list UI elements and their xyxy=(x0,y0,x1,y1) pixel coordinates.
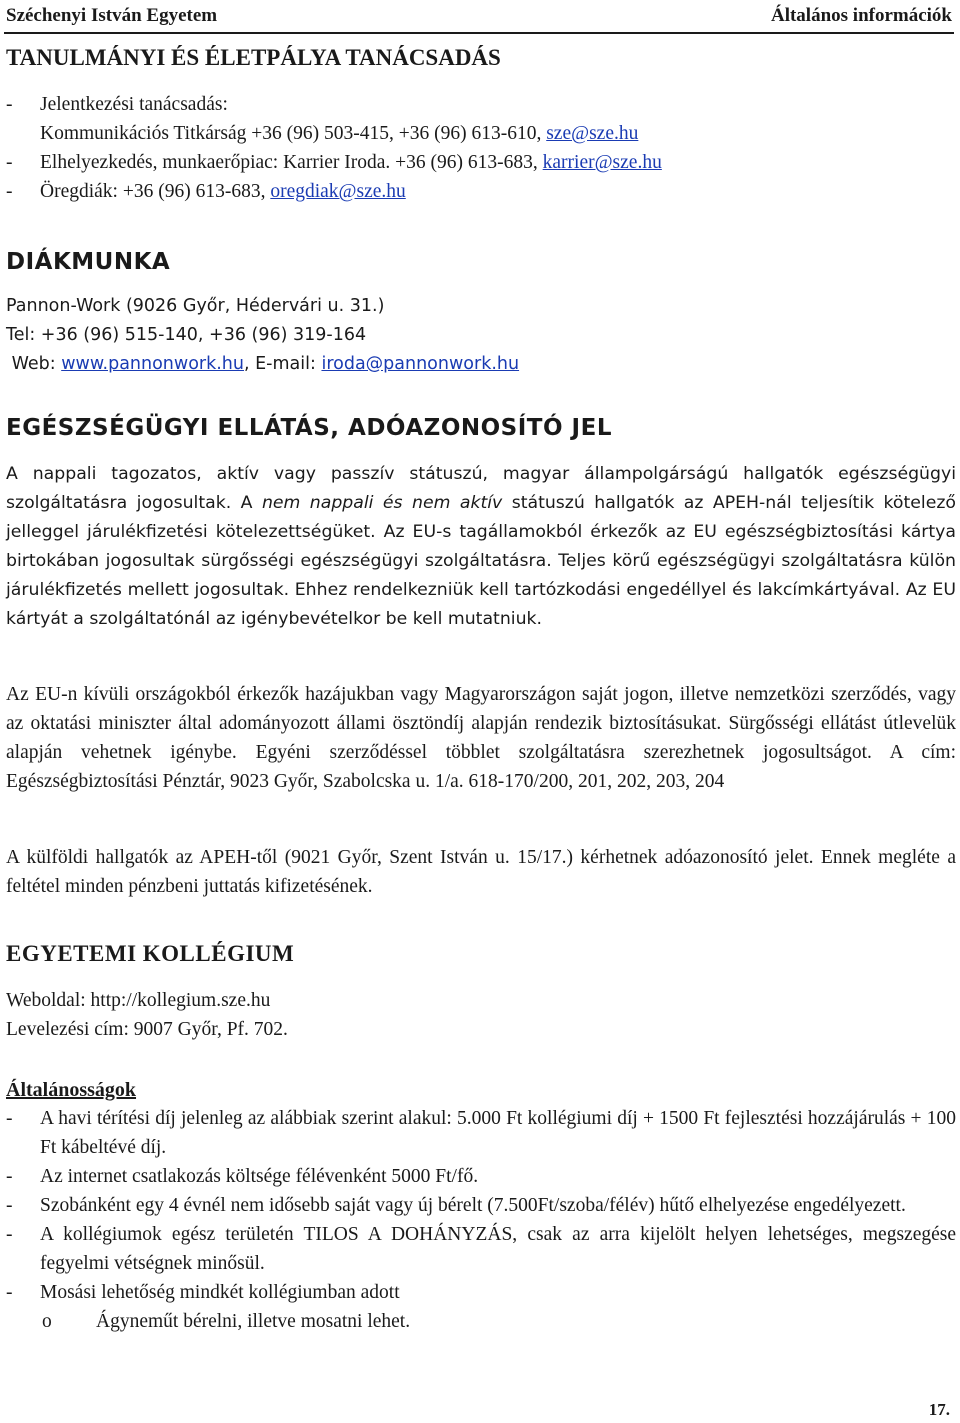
list-item-text: Öregdiák: +36 (96) 613-683, xyxy=(40,181,271,202)
dash-marker: - xyxy=(6,94,13,115)
diakmunka-section xyxy=(6,248,956,276)
list-item-text: A kollégiumok egész területén TILOS A DOHÁNYZÁS, csak az arra kijelölt helyen lehetséges, megszegése fegyelmi vétségnek minősül. xyxy=(40,1224,956,1274)
diakmunka-body xyxy=(6,292,956,379)
paragraph xyxy=(6,460,956,634)
altalanossagok-section xyxy=(6,1076,956,1104)
list-item xyxy=(6,1278,956,1307)
section-label: Általános információk xyxy=(770,5,952,26)
italic-text: nem nappali és nem aktív xyxy=(261,493,503,513)
list-item-text: Mosási lehetőség mindkét kollégiumban adott xyxy=(40,1282,400,1303)
list-item-text: Elhelyezkedés, munkaerőpiac: Karrier Iroda. +36 (96) 613-683, xyxy=(40,152,543,173)
dash-marker: - xyxy=(6,1195,13,1216)
list-item xyxy=(6,1220,956,1278)
list-item xyxy=(6,177,956,206)
header-rule xyxy=(4,32,954,34)
website-line: Weboldal: http://kollegium.sze.hu xyxy=(6,990,271,1011)
egeszsegugy-section xyxy=(6,414,956,442)
list-item xyxy=(6,1162,956,1191)
list-item-text: Az internet csatlakozás költsége félévenként 5000 Ft/fő. xyxy=(40,1166,479,1187)
sub-list-item xyxy=(6,1307,956,1336)
list-item-text: Kommunikációs Titkárság +36 (96) 503-415, +36 (96) 613-610, xyxy=(40,123,547,144)
kollegium-title: EGYETEMI KOLLÉGIUM xyxy=(6,941,295,966)
dash-marker: - xyxy=(6,1282,13,1303)
list-item-contact xyxy=(40,119,956,148)
altalanossagok-list xyxy=(6,1104,956,1336)
mailing-address-line: Levelezési cím: 9007 Győr, Pf. 702. xyxy=(6,1019,288,1040)
tanacsadas-section xyxy=(6,44,956,72)
dash-marker: - xyxy=(6,1224,13,1245)
web-label: Web: xyxy=(6,354,62,374)
paragraph-text: A nappali tagozatos, aktív vagy passzív státuszú, magyar állampolgárságú hallgatók egészségügyi szolgáltatásra jogosultak. A xyxy=(6,464,956,513)
list-item-text: Jelentkezési tanácsadás: xyxy=(40,94,228,115)
list-item-text: Szobánként egy 4 évnél nem idősebb saját vagy új bérelt (7.500Ft/szoba/félév) hűtő elhelyezése engedélyezett. xyxy=(40,1195,906,1216)
egeszsegugy-body xyxy=(6,460,956,634)
egeszsegugy-body-3 xyxy=(6,843,956,901)
tanacsadas-title: TANULMÁNYI ÉS ÉLETPÁLYA TANÁCSADÁS xyxy=(6,45,501,70)
diakmunka-title: DIÁKMUNKA xyxy=(6,249,171,275)
list-item-text: A havi térítési díj jelenleg az alábbiak szerint alakul: 5.000 Ft kollégiumi díj + 1500 Ft fejlesztési hozzájárulás + 100 Ft kábeltévé díj. xyxy=(40,1108,956,1158)
egeszsegugy-title: EGÉSZSÉGÜGYI ELLÁTÁS, ADÓAZONOSÍTÓ JEL xyxy=(6,415,612,441)
university-name: Széchenyi István Egyetem xyxy=(6,5,218,26)
kollegium-body xyxy=(6,986,956,1044)
altalanossagok-title: Általánosságok xyxy=(6,1079,137,1101)
list-item xyxy=(6,1191,956,1220)
paragraph-text: státuszú hallgatók az APEH-nál teljesítik kötelező jelleggel járulékfizetési kötelezettségüket. Az EU-s tagállamokból érkezők az EU egészségbiztosítási kártya birtokában jogosultak sürgősségi egészségügyi szolgáltatásra. Teljes körű egészségügyi szolgáltatásra külön járulékfizetés mellett jogosultak. Ehhez rendelkezniük kell tartózkodási engedéllyel és lakcímkártyával. Az EU kártyát a szolgáltatónál az igénybevételkor be kell mutatniuk. xyxy=(6,493,956,629)
sub-list-item-text: Ágyneműt bérelni, illetve mosatni lehet. xyxy=(96,1311,411,1332)
list-item xyxy=(6,90,956,148)
dash-marker: - xyxy=(6,1108,13,1129)
email-link[interactable]: iroda@pannonwork.hu xyxy=(321,354,520,374)
page-number: 17. xyxy=(928,1400,950,1419)
tanacsadas-list xyxy=(6,90,956,206)
paragraph: Az EU-n kívüli országokból érkezők hazájukban vagy Magyarországon saját jogon, illetve nemzetközi szerződés, vagy az oktatási miniszter által adományozott állami ösztöndíj alapján rendezik biztosításukat. Sürgősségi ellátást útlevelük alapján vehetnek igénybe. Egyéni szerződéssel többlet szolgáltatásra szerezhetnek jogosultságot. A cím: Egészségbiztosítási Pénztár, 9023 Győr, Szabolcska u. 1/a. 618-170/200, 201, 202, 203, 204 xyxy=(6,684,956,792)
email-link[interactable]: karrier@sze.hu xyxy=(542,152,662,173)
egeszsegugy-body-2 xyxy=(6,680,956,796)
list-item xyxy=(6,1104,956,1162)
list-item xyxy=(6,148,956,177)
bullet-marker: o xyxy=(42,1311,52,1332)
dash-marker: - xyxy=(6,152,13,173)
dash-marker: - xyxy=(6,181,13,202)
website-link[interactable]: www.pannonwork.hu xyxy=(61,354,244,374)
dash-marker: - xyxy=(6,1166,13,1187)
email-label: , E-mail: xyxy=(244,354,322,374)
email-link[interactable]: sze@sze.hu xyxy=(546,123,639,144)
paragraph: A külföldi hallgatók az APEH-től (9021 Győr, Szent István u. 15/17.) kérhetnek adóazonosító jelet. Ennek megléte a feltétel minden pénzbeni juttatás kifizetésének. xyxy=(6,847,956,897)
email-link[interactable]: oregdiak@sze.hu xyxy=(270,181,406,202)
phone-line: Tel: +36 (96) 515-140, +36 (96) 319-164 xyxy=(6,325,367,345)
web-line xyxy=(6,350,956,379)
address-line: Pannon-Work (9026 Győr, Hédervári u. 31.) xyxy=(6,296,385,316)
running-header xyxy=(6,4,952,32)
kollegium-section xyxy=(6,940,956,968)
